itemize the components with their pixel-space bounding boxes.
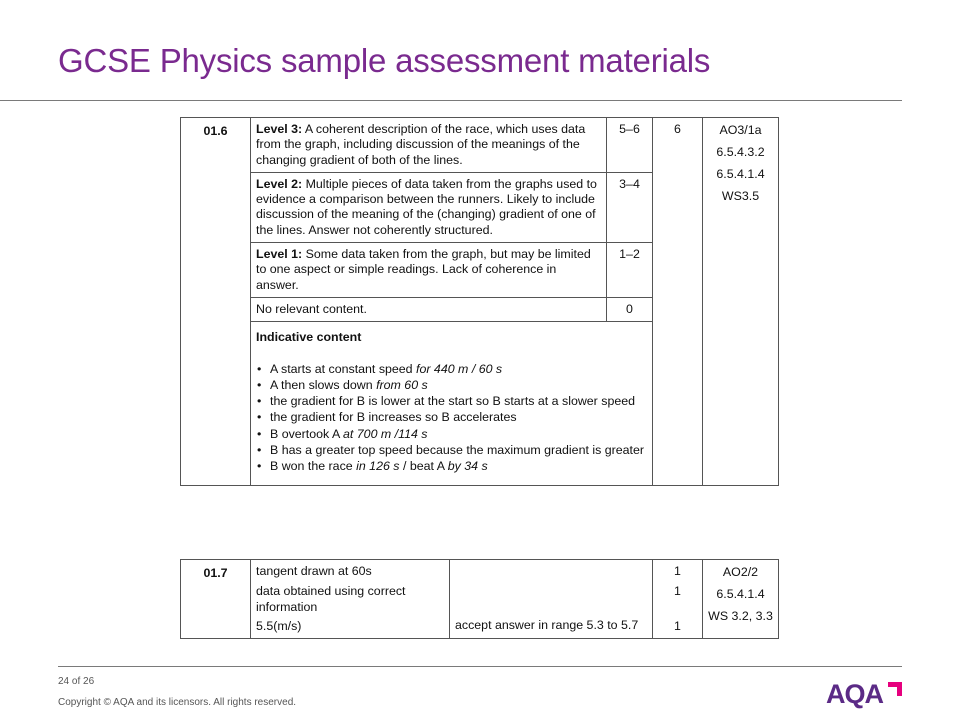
mark-scheme-table-01-7 [180,559,779,639]
indicative-content [251,322,653,485]
list-item: • B has a greater top speed because the maximum gradient is greater [256,443,647,458]
answer-line: 5.5(m/s) [256,618,302,633]
marks-cell [653,560,703,639]
ao-ref: WS 3.2, 3.3 [708,609,773,623]
list-item: • the gradient for B is lower at the start so B starts at a slower speed [256,394,647,409]
extra-info-cell: accept answer in range 5.3 to 5.7 [450,560,653,639]
mark: 1 [674,564,681,578]
page-number: 24 of 26 [58,676,95,687]
page-title: GCSE Physics sample assessment materials [58,42,711,79]
mark: 1 [674,618,681,633]
total-marks: 6 [653,118,703,486]
aqa-logo-text: AQA [826,679,883,709]
level-1-descriptor: Level 1: Some data taken from the graph, but may be limited to one aspect or simple readings. Lack of coherence in answer. [251,243,607,298]
ao-ref: 6.5.4.1.4 [716,587,765,601]
level-1-marks: 1–2 [607,243,653,298]
list-item: • B overtook A at 700 m /114 s [256,427,647,442]
footer-divider [58,666,902,667]
question-number: 01.7 [181,560,251,639]
list-item: • A starts at constant speed for 440 m / 60 s [256,362,647,377]
ao-ref: WS3.5 [721,189,760,203]
copyright-notice: Copyright © AQA and its licensors. All rights reserved. [58,697,297,708]
level-3-marks: 5–6 [607,118,653,173]
list-item: • the gradient for B increases so B accelerates [256,410,647,425]
aqa-logo [826,680,906,708]
list-item: • A then slows down from 60 s [256,378,647,393]
ao-ref: AO3/1a [719,123,762,137]
aqa-logo-mark-icon [888,682,902,696]
header-divider [0,100,902,101]
table-row [181,118,779,173]
ao-references [703,118,779,486]
indicative-content-list [256,362,647,475]
ao-ref: AO2/2 [722,565,759,579]
level-2-descriptor: Level 2: Multiple pieces of data taken from the graphs used to evidence a comparison between the runners. Likely to include discussion of the meaning of the (changing) gradient of one of the lines. Answer not coherently structured. [251,172,607,242]
question-number: 01.6 [181,118,251,486]
no-content-descriptor: No relevant content. [251,297,607,321]
list-item: • B won the race in 126 s / beat A by 34 s [256,459,647,474]
answer-line: data obtained using correct information [256,584,406,614]
mark-scheme-table-01-6 [180,117,779,486]
ao-references [703,560,779,639]
table-row [181,560,779,639]
answer-cell [251,560,450,639]
mark: 1 [674,584,681,599]
ao-ref: 6.5.4.3.2 [716,145,765,159]
no-content-marks: 0 [607,297,653,321]
level-3-descriptor: Level 3: A coherent description of the race, which uses data from the graph, including discussion of the meanings of the changing gradient of both of the lines. [251,118,607,173]
answer-line: tangent drawn at 60s [256,564,372,578]
indicative-content-title: Indicative content [256,330,362,345]
level-2-marks: 3–4 [607,172,653,242]
ao-ref: 6.5.4.1.4 [716,167,765,181]
